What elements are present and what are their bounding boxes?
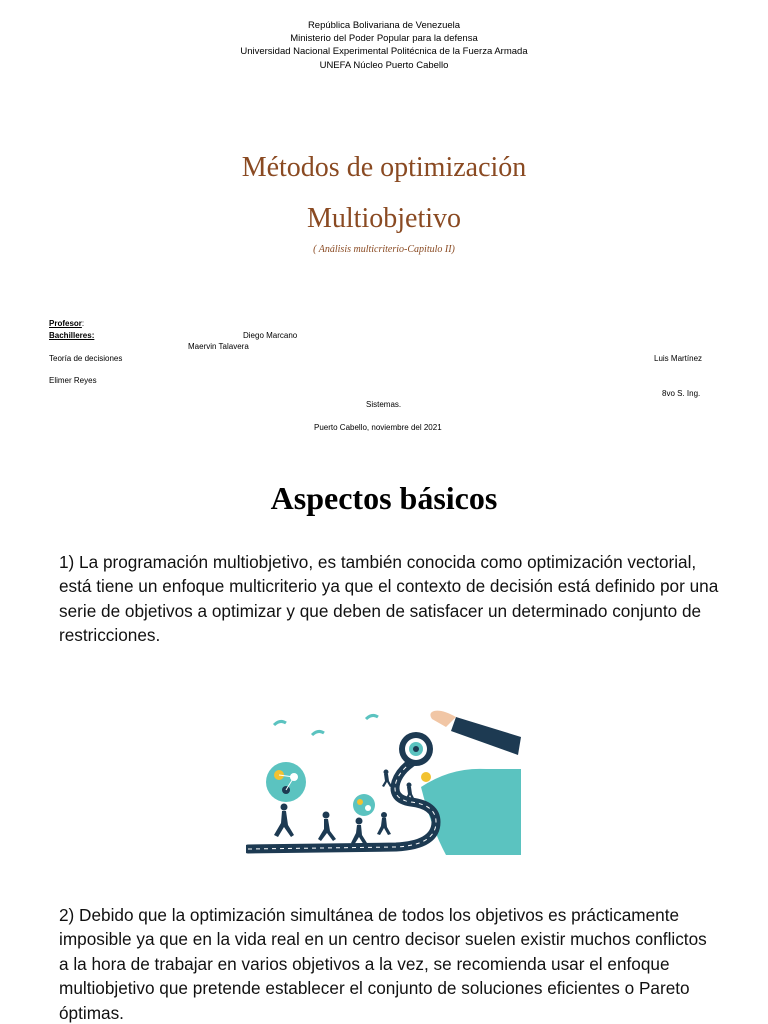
document-subtitle: ( Análisis multicriterio-Capitulo II)	[313, 244, 455, 255]
career: Sistemas.	[366, 400, 402, 409]
hand-icon	[430, 711, 456, 727]
network-globe-icon	[353, 794, 375, 816]
profesor-label: Profesor:	[49, 319, 85, 328]
header-line-ministry: Ministerio del Poder Popular para la defensa	[290, 33, 478, 45]
paragraph-1: 1) La programación multiobjetivo, es también conocida como optimización vectorial, está tiene un enfoque multicriterio ya que el contexto de decisión está definido por una serie de objetivos a optimizar y que deben de satisfacer un determinado conjunto de restricciones.	[59, 552, 719, 646]
semester: 8vo S. Ing.	[662, 389, 701, 398]
header-line-campus: UNEFA Núcleo Puerto Cabello	[319, 59, 449, 71]
bachilleres-label: Bachilleres:	[49, 331, 95, 340]
student-name: Diego Marcano	[243, 331, 298, 340]
document-title-line2: Multiobjetivo	[307, 203, 461, 234]
header-line-university: Universidad Nacional Experimental Politécnica de la Fuerza Armada	[240, 46, 528, 58]
student-name: Luis Martínez	[654, 354, 703, 363]
course-name: Teoría de decisiones	[49, 354, 123, 363]
student-name: Elimer Reyes	[49, 376, 97, 385]
arm-sleeve	[451, 717, 521, 755]
lightbulb-icon	[421, 772, 431, 782]
optimization-illustration	[246, 697, 526, 859]
section-heading: Aspectos básicos	[270, 480, 498, 516]
leaf-icon	[312, 731, 324, 735]
leaf-icon	[366, 715, 378, 719]
place-date: Puerto Cabello, noviembre del 2021	[314, 423, 442, 432]
document-title: Métodos de optimización	[241, 152, 527, 183]
network-globe-icon	[266, 762, 306, 802]
header-line-republic: República Bolivariana de Venezuela	[307, 20, 461, 31]
institution-header	[0, 19, 768, 72]
student-name: Maervin Talavera	[188, 342, 249, 351]
paragraph-2: 2) Debido que la optimización simultánea de todos los objetivos es prácticamente imposible ya que en la vida real en un centro decisor suelen existir muchos conflictos a la hora de trabajar en varios objetivos a la vez, se recomienda usar el enfoque multiobjetivo que pretende establecer el conjunto de soluciones eficientes o Pareto óptimas.	[59, 905, 707, 1023]
leaf-icon	[274, 721, 286, 725]
